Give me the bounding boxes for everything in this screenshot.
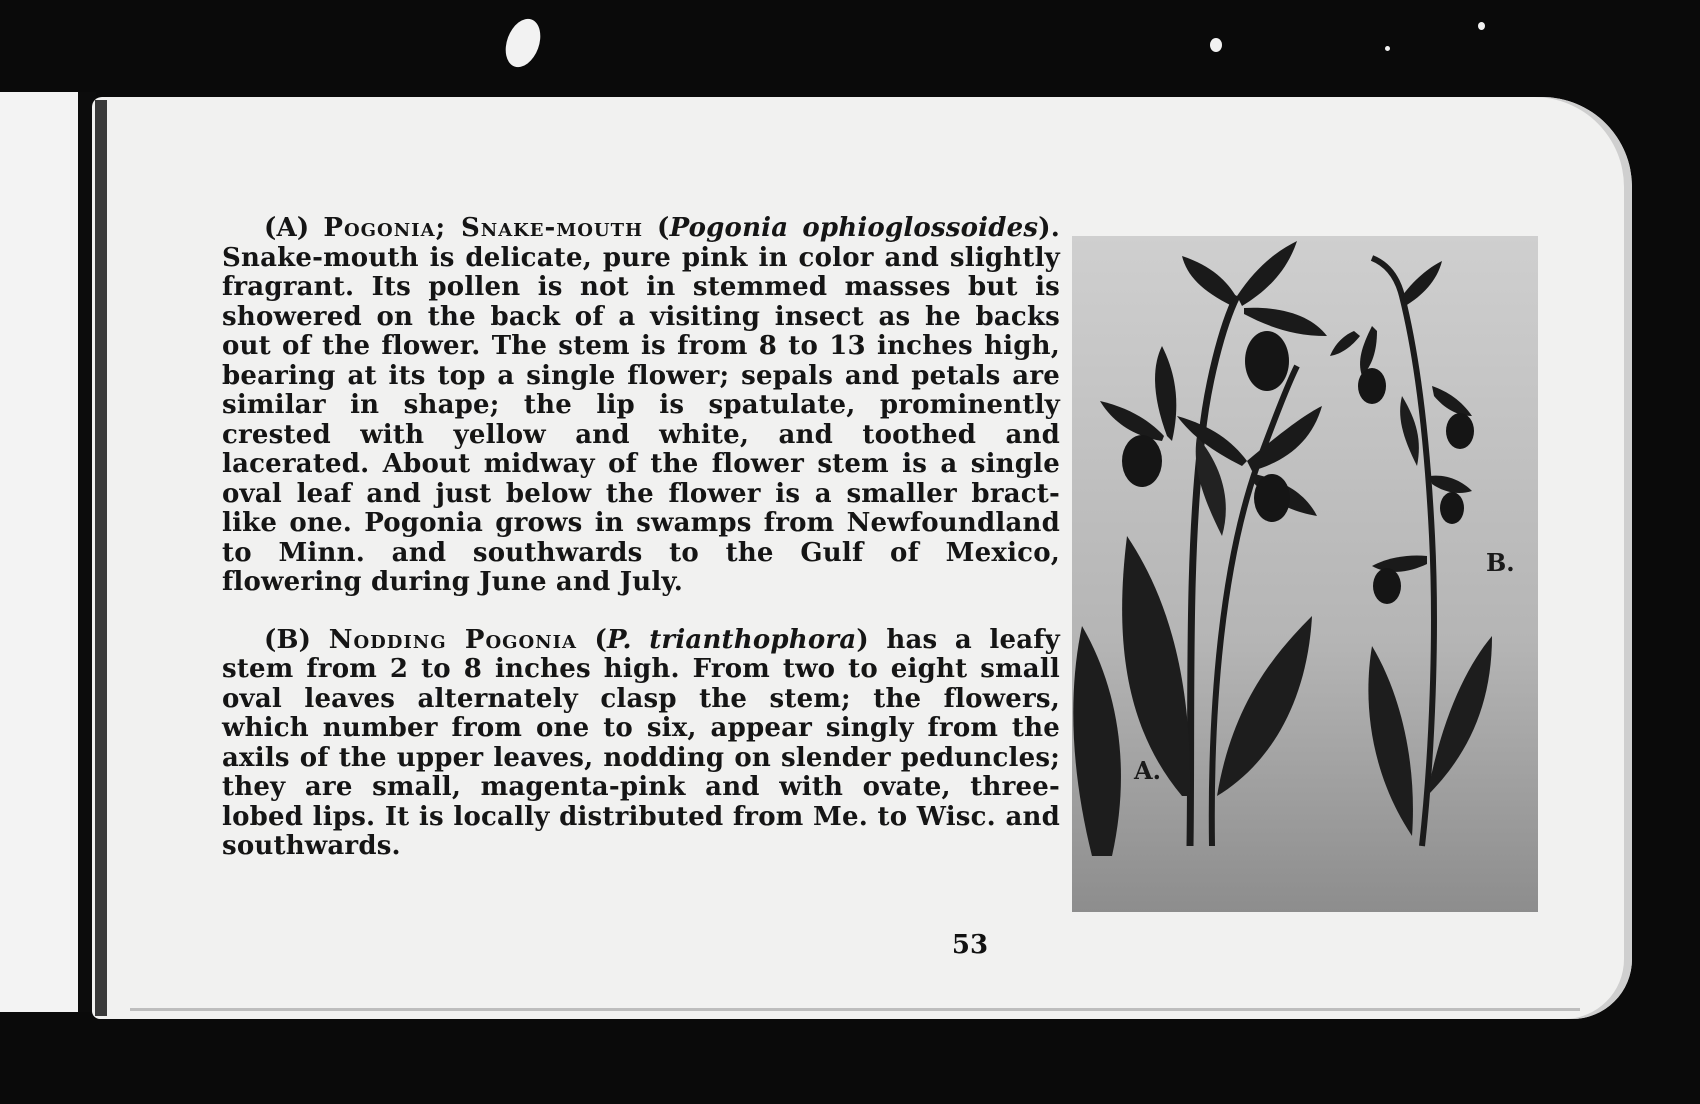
paragraph-a-label: (A) — [264, 213, 310, 243]
page-bottom-edge — [130, 1008, 1580, 1011]
paren-open: ( — [657, 213, 670, 243]
orchid-drawing — [1072, 236, 1538, 912]
paragraph-b — [222, 626, 1060, 862]
paragraph-a — [222, 214, 1060, 598]
dust-speck — [1478, 22, 1485, 30]
dust-speck — [499, 14, 546, 72]
paren-open: ( — [594, 624, 608, 655]
paragraph-b-label: (B) — [264, 624, 312, 655]
page-number: 53 — [951, 930, 989, 960]
dust-speck — [1385, 46, 1390, 51]
page-binding-edge — [95, 100, 107, 1016]
paragraph-a-latin-name: Pogonia ophioglossoides — [669, 213, 1039, 243]
paragraph-b-body: has a leafy stem from 2 to 8 inches high. From two to eight small oval leaves alternately clasp the stem; the flowers, which number from one to six, appear singly from the axils of the upper leaves, nodding on slender peduncles; they are small, magenta-pink and with ovate, three-lobed lips. It is locally distributed from Me. to Wisc. and southwards. — [222, 624, 1060, 861]
plate-label-b: B. — [1486, 548, 1515, 577]
paragraph-a-body: Snake-mouth is delicate, pure pink in color and slightly fragrant. Its pollen is not in stemmed masses but is showered on the back of a visiting insect as he backs out of the flower. The stem is from 8 to 13 inches high, bearing at its top a single flower; sepals and petals are similar in shape; the lip is spatulate, prominently crested with yellow and white, and toothed and lacerated. About midway of the flower stem is a single oval leaf and just below the flower is a smaller bract-like one. Pogonia grows in swamps from Newfoundland to Minn. and southwards to the Gulf of Mexico, flowering during June and July. — [222, 242, 1060, 597]
dust-speck — [1210, 38, 1222, 52]
page-text — [222, 214, 1060, 862]
paragraph-b-common-name: Nodding Pogonia — [328, 624, 578, 655]
paren-close: ). — [1038, 213, 1060, 243]
orchid-illustration — [1072, 236, 1538, 912]
plate-label-a: A. — [1134, 756, 1161, 785]
paren-close: ) — [856, 624, 869, 655]
paragraph-b-latin-name: P. trianthophora — [607, 624, 857, 655]
paragraph-a-common-name: Pogonia; Snake-mouth — [323, 213, 644, 243]
